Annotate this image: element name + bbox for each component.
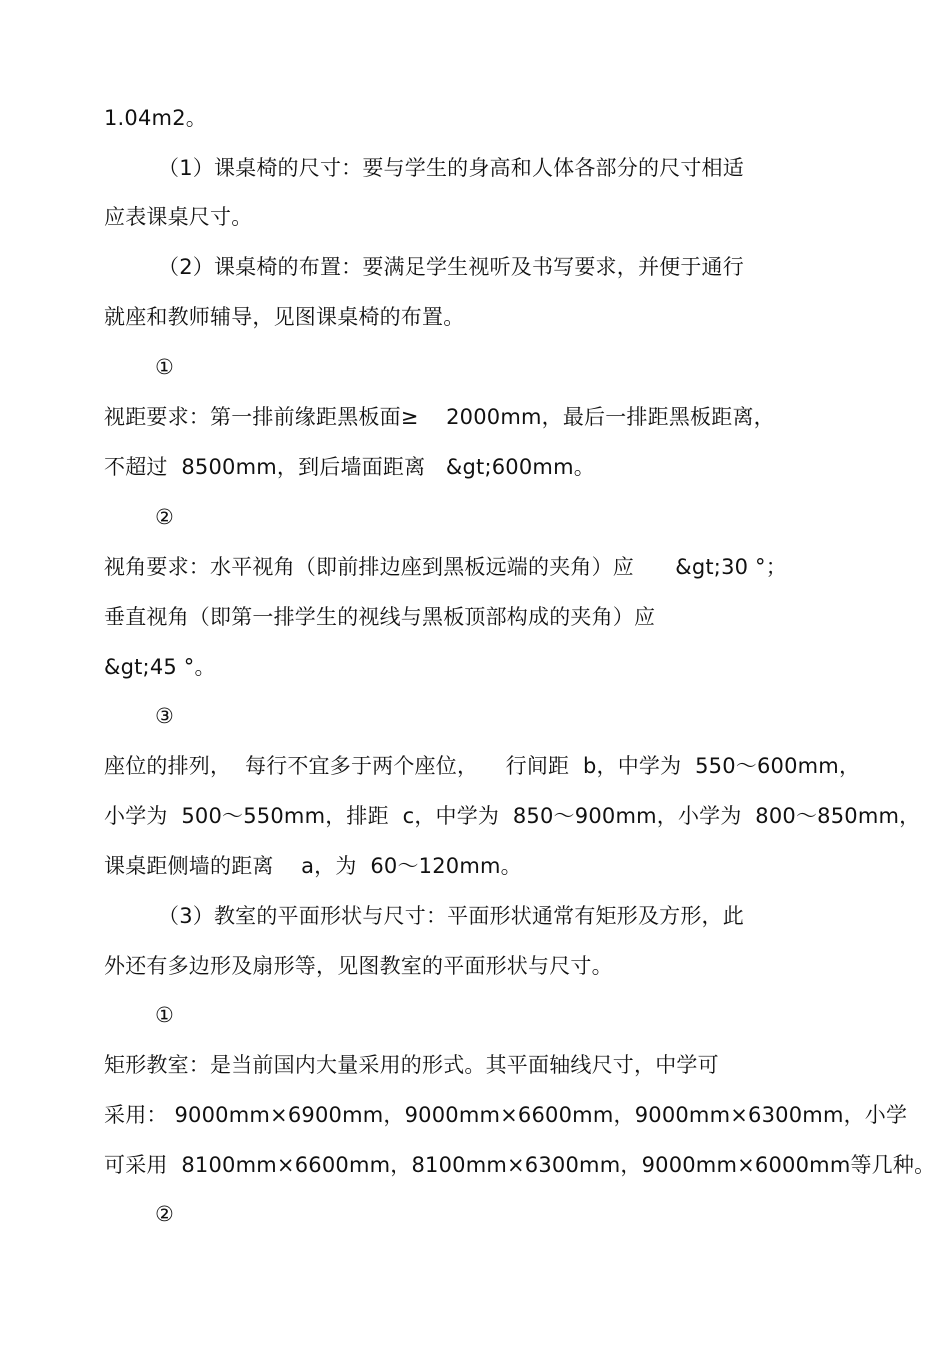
text-line: （1）课桌椅的尺寸：要与学生的身高和人体各部分的尺寸相适 (158, 156, 744, 180)
text-line: 视角要求：水平视角（即前排边座到黑板远端的夹角）应 &gt;30 °； (104, 555, 787, 579)
text-line: 外还有多边形及扇形等，见图教室的平面形状与尺寸。 (104, 954, 613, 978)
circled-number-marker: ③ (155, 704, 175, 728)
text-line: 小学为 500～550mm，排距 c，中学为 850～900mm，小学为 800～850mm， (104, 804, 921, 828)
text-line: 采用： 9000mm×6900mm，9000mm×6600mm，9000mm×6300mm，小学 (104, 1103, 908, 1127)
text-line: 座位的排列， 每行不宜多于两个座位， 行间距 b，中学为 550～600mm， (104, 754, 861, 778)
text-line: 可采用 8100mm×6600mm，8100mm×6300mm，9000mm×6000mm等几种。 (104, 1153, 936, 1177)
circled-number-marker: ② (155, 505, 175, 529)
text-line: 应表课桌尺寸。 (104, 205, 253, 229)
circled-number-marker: ① (155, 1003, 175, 1027)
circled-number-marker: ② (155, 1202, 175, 1226)
text-line: （2）课桌椅的布置：要满足学生视听及书写要求，并便于通行 (158, 255, 744, 279)
text-line: （3）教室的平面形状与尺寸：平面形状通常有矩形及方形，此 (158, 904, 744, 928)
text-line: 视距要求：第一排前缘距黑板面≥ 2000mm，最后一排距黑板距离， (104, 405, 775, 429)
circled-number-marker: ① (155, 355, 175, 379)
text-line: 垂直视角（即第一排学生的视线与黑板顶部构成的夹角）应 (104, 605, 656, 629)
text-line: 课桌距侧墙的距离 a，为 60～120mm。 (104, 854, 522, 878)
text-line: 就座和教师辅导，见图课桌椅的布置。 (104, 305, 465, 329)
text-line: &gt;45 °。 (104, 655, 216, 679)
text-line: 矩形教室：是当前国内大量采用的形式。其平面轴线尺寸，中学可 (104, 1053, 719, 1077)
text-line: 1.04m2。 (104, 106, 207, 130)
text-line: 不超过 8500mm，到后墙面距离 &gt;600mm。 (104, 455, 595, 479)
